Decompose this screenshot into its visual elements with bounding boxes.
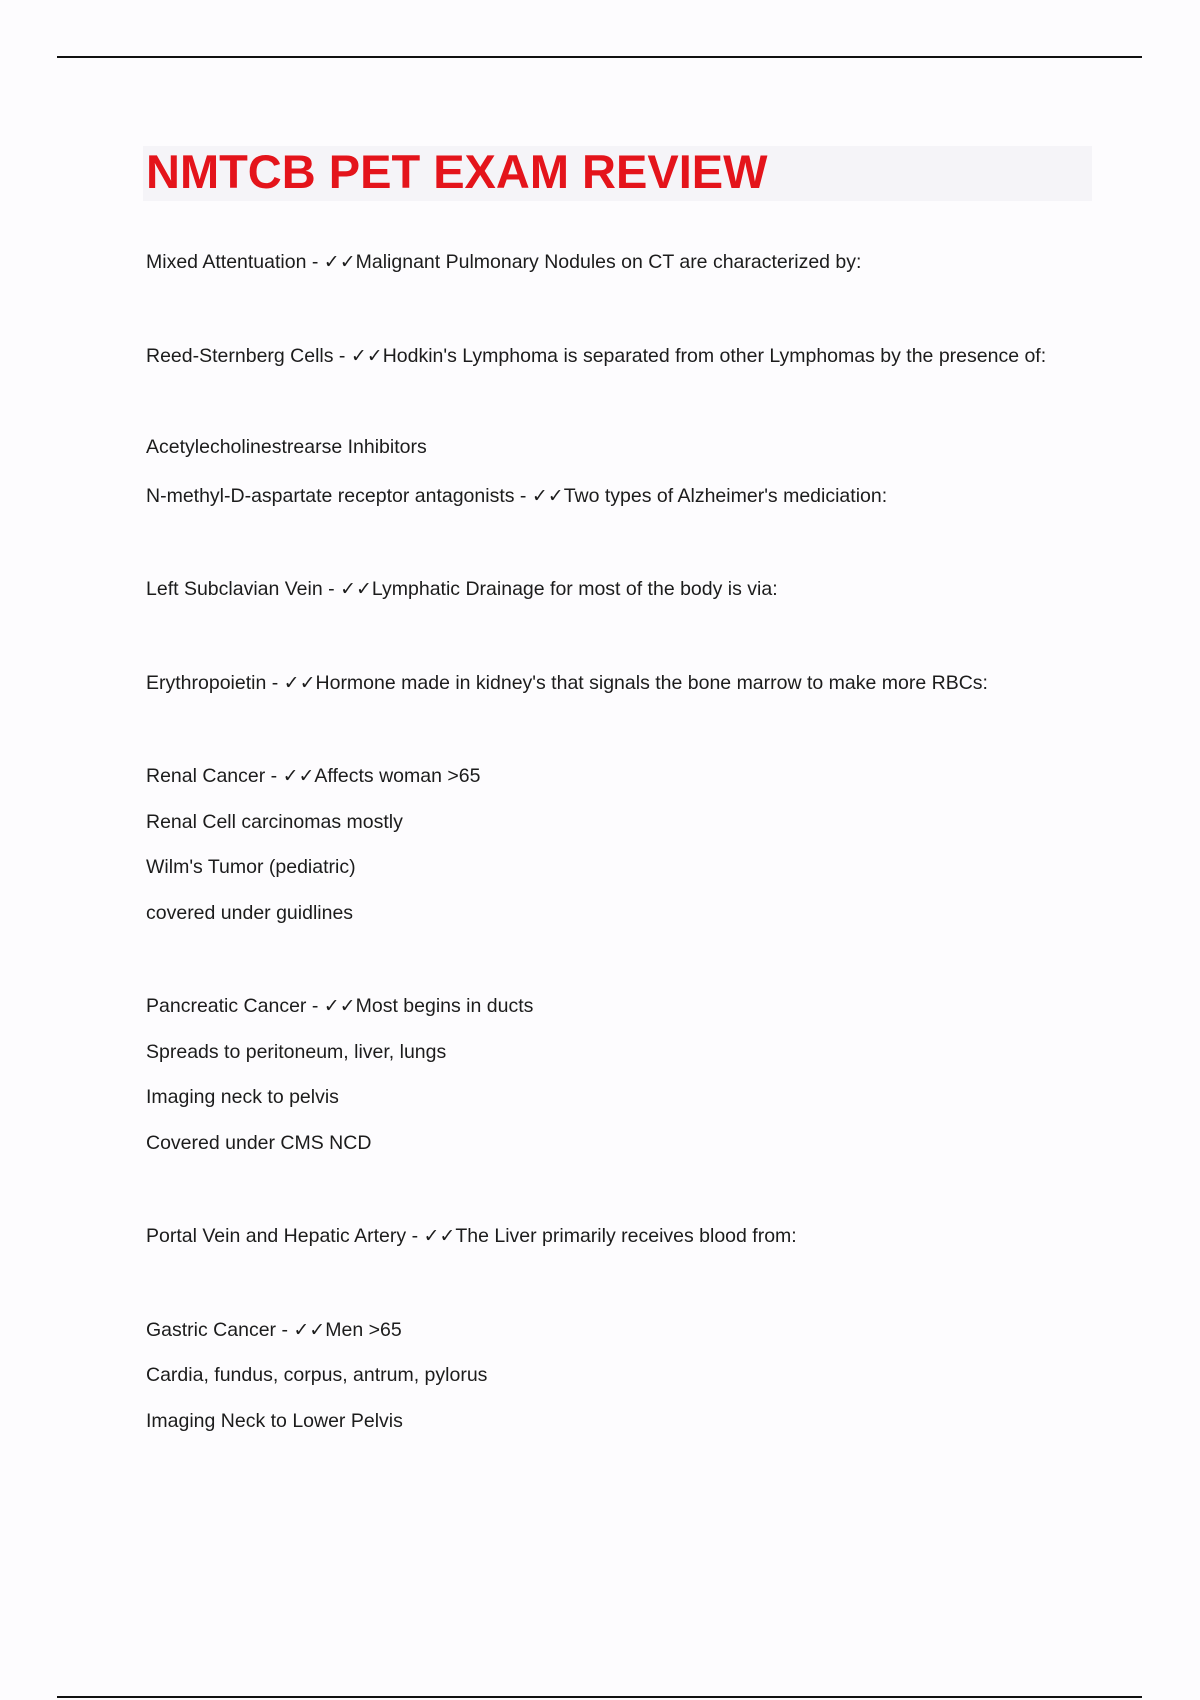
answer-text: Left Subclavian Vein [146,578,323,600]
qa-line: Gastric Cancer - ✓✓Men >65 [146,1319,402,1341]
double-check-icon: ✓✓ [283,672,316,694]
qa-line: Portal Vein and Hepatic Artery - ✓✓The Liver primarily receives blood from: [146,1225,797,1247]
question-text: Lymphatic Drainage for most of the body is via: [371,578,778,600]
answer-line [146,435,427,459]
double-check-icon: ✓✓ [531,485,564,507]
answer-text: Gastric Cancer [146,1319,277,1341]
answer-text: Mixed Attentuation [146,251,307,273]
qa-line: Mixed Attentuation - ✓✓Malignant Pulmonary Nodules on CT are characterized by: [146,251,862,273]
detail-line: Imaging Neck to Lower Pelvis [146,1410,403,1432]
question-text: Most begins in ducts [355,995,534,1017]
detail-line: Imaging neck to pelvis [146,1086,339,1108]
double-check-icon: ✓✓ [282,765,315,787]
double-check-icon: ✓✓ [323,995,356,1017]
double-check-icon: ✓✓ [340,578,372,600]
question-text: Affects woman >65 [314,765,481,787]
detail-line: Spreads to peritoneum, liver, lungs [146,1041,447,1063]
bottom-rule [57,1696,1142,1698]
answer-text: Pancreatic Cancer [146,995,307,1017]
question-text: Hodkin's Lymphoma is separated from other Lymphomas by the presence of: [382,345,1047,367]
qa-line: Erythropoietin - ✓✓Hormone made in kidney's that signals the bone marrow to make more RBCs: [146,672,988,694]
double-check-icon: ✓✓ [350,345,383,367]
detail-line: Cardia, fundus, corpus, antrum, pylorus [146,1364,488,1386]
question-text: Hormone made in kidney's that signals the bone marrow to make more RBCs: [315,672,988,694]
question-text: Two types of Alzheimer's mediciation: [563,485,888,507]
double-check-icon: ✓✓ [293,1319,326,1341]
page-title: NMTCB PET EXAM REVIEW [146,145,768,198]
double-check-icon: ✓✓ [323,251,356,273]
detail-line: Wilm's Tumor (pediatric) [146,856,356,878]
question-text: Men >65 [325,1319,402,1341]
detail-line: Renal Cell carcinomas mostly [146,811,403,833]
qa-line: Left Subclavian Vein - ✓✓Lymphatic Drainage for most of the body is via: [146,578,778,600]
answer-text: N-methyl-D-aspartate receptor antagonists [146,485,515,507]
detail-line: covered under guidlines [146,902,354,924]
answer-text: Renal Cancer [146,765,266,787]
top-rule [57,56,1142,58]
detail-line: Covered under CMS NCD [146,1132,372,1154]
question-text: The Liver primarily receives blood from: [455,1225,797,1247]
qa-line: Renal Cancer - ✓✓Affects woman >65 [146,765,481,787]
answer-text: Portal Vein and Hepatic Artery [146,1225,407,1247]
qa-line: N-methyl-D-aspartate receptor antagonists - ✓✓Two types of Alzheimer's mediciation: [146,485,888,507]
qa-line: Reed-Sternberg Cells - ✓✓Hodkin's Lymphoma is separated from other Lymphomas by the presence of: [146,345,1047,367]
double-check-icon: ✓✓ [423,1225,456,1247]
answer-text: Acetylecholinestrearse Inhibitors [146,436,427,458]
answer-text: Erythropoietin [146,672,267,694]
question-text: Malignant Pulmonary Nodules on CT are characterized by: [355,251,862,273]
answer-text: Reed-Sternberg Cells [146,345,334,367]
qa-line: Pancreatic Cancer - ✓✓Most begins in ducts [146,995,534,1017]
